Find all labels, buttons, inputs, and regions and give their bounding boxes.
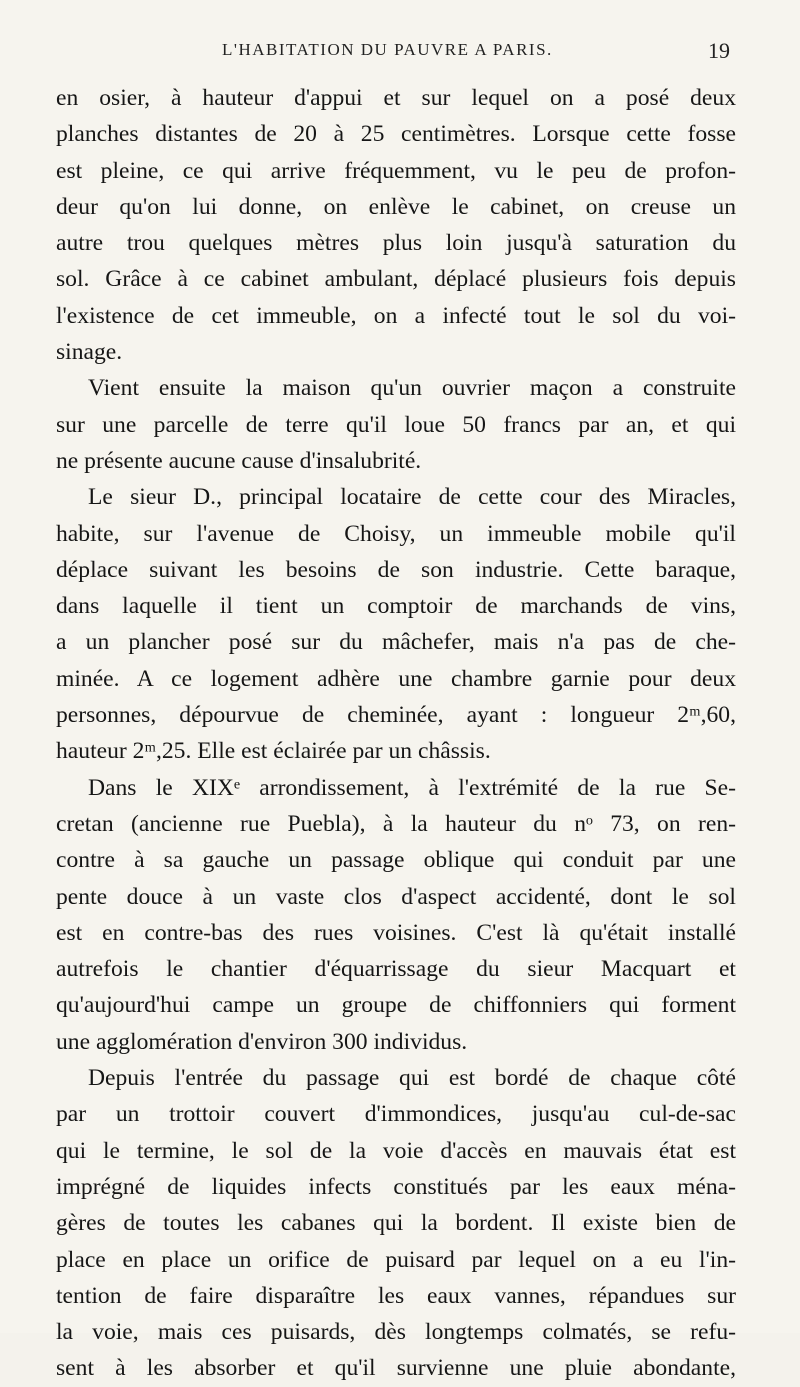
text-line: en osier, à hauteur d'appui et sur lequel on a posé deux — [56, 85, 736, 111]
text-line: autrefois le chantier d'équarrissage du sieur Macquart et — [56, 956, 736, 983]
paragraph — [56, 80, 736, 370]
text-line: minée. A ce logement adhère une chambre garnie pour deux — [56, 665, 736, 692]
text-line: déplace suivant les besoins de son industrie. Cette baraque, — [56, 556, 736, 583]
text-line: sur une parcelle de terre qu'il loue 50 francs par an, et qui — [56, 411, 736, 438]
text-line: imprégné de liquides infects constitués par les eaux ména- — [56, 1173, 736, 1200]
text-line: hauteur 2ᵐ,25. Elle est éclairée par un châssis. — [56, 738, 491, 765]
paragraph — [56, 370, 736, 479]
text-line: place en place un orifice de puisard par lequel on a eu l'in- — [56, 1246, 736, 1273]
page-header — [0, 40, 800, 70]
text-line: Vient ensuite la maison qu'un ouvrier maçon a construite — [88, 375, 736, 402]
body-text — [56, 80, 736, 1387]
text-line: deur qu'on lui donne, on enlève le cabinet, on creuse un — [56, 193, 736, 220]
running-title: L'HABITATION DU PAUVRE A PARIS. — [222, 40, 553, 59]
text-line: cretan (ancienne rue Puebla), à la hauteur du nᵒ 73, on ren- — [56, 810, 736, 837]
text-line: planches distantes de 20 à 25 centimètres. Lorsque cette fosse — [56, 121, 736, 148]
text-line: pente douce à un vaste clos d'aspect accidenté, dont le sol — [56, 883, 736, 910]
paragraph — [56, 479, 736, 769]
text-line: est pleine, ce qui arrive fréquemment, vu le peu de profon- — [56, 157, 736, 184]
text-line: par un trottoir couvert d'immondices, jusqu'au cul-de-sac — [56, 1101, 736, 1128]
text-line: gères de toutes les cabanes qui la bordent. Il existe bien de — [56, 1210, 736, 1237]
text-line: Depuis l'entrée du passage qui est bordé de chaque côté — [88, 1065, 736, 1092]
paragraph — [56, 1060, 736, 1387]
text-line: qui le termine, le sol de la voie d'accès en mauvais état est — [56, 1137, 736, 1164]
text-line: qu'aujourd'hui campe un groupe de chiffonniers qui forment — [56, 992, 736, 1019]
text-line: Dans le XIXᵉ arrondissement, à l'extrémité de la rue Se- — [88, 774, 736, 801]
paragraph — [56, 770, 736, 1060]
page-number: 19 — [708, 38, 730, 63]
text-line: sol. Grâce à ce cabinet ambulant, déplacé plusieurs fois depuis — [56, 266, 736, 293]
text-line: l'existence de cet immeuble, on a infecté tout le sol du voi- — [56, 302, 736, 329]
text-line: est en contre-bas des rues voisines. C'est là qu'était installé — [56, 919, 736, 946]
text-line: dans laquelle il tient un comptoir de marchands de vins, — [56, 593, 736, 620]
text-line: la voie, mais ces puisards, dès longtemps colmatés, se refu- — [56, 1319, 736, 1346]
text-line: une agglomération d'environ 300 individus. — [56, 1028, 468, 1055]
text-line: sinage. — [56, 339, 123, 366]
text-line: autre trou quelques mètres plus loin jusqu'à saturation du — [56, 230, 736, 257]
text-line: Le sieur D., principal locataire de cette cour des Miracles, — [88, 484, 736, 511]
text-line: sent à les absorber et qu'il survienne une pluie abondante, — [56, 1355, 736, 1382]
text-line: ne présente aucune cause d'insalubrité. — [56, 447, 422, 474]
text-line: personnes, dépourvue de cheminée, ayant : longueur 2ᵐ,60, — [56, 702, 736, 729]
text-line: tention de faire disparaître les eaux vannes, répandues sur — [56, 1282, 736, 1309]
text-line: habite, sur l'avenue de Choisy, un immeuble mobile qu'il — [56, 520, 736, 547]
text-line: a un plancher posé sur du mâchefer, mais n'a pas de che- — [56, 629, 736, 656]
text-line: contre à sa gauche un passage oblique qui conduit par une — [56, 847, 736, 874]
